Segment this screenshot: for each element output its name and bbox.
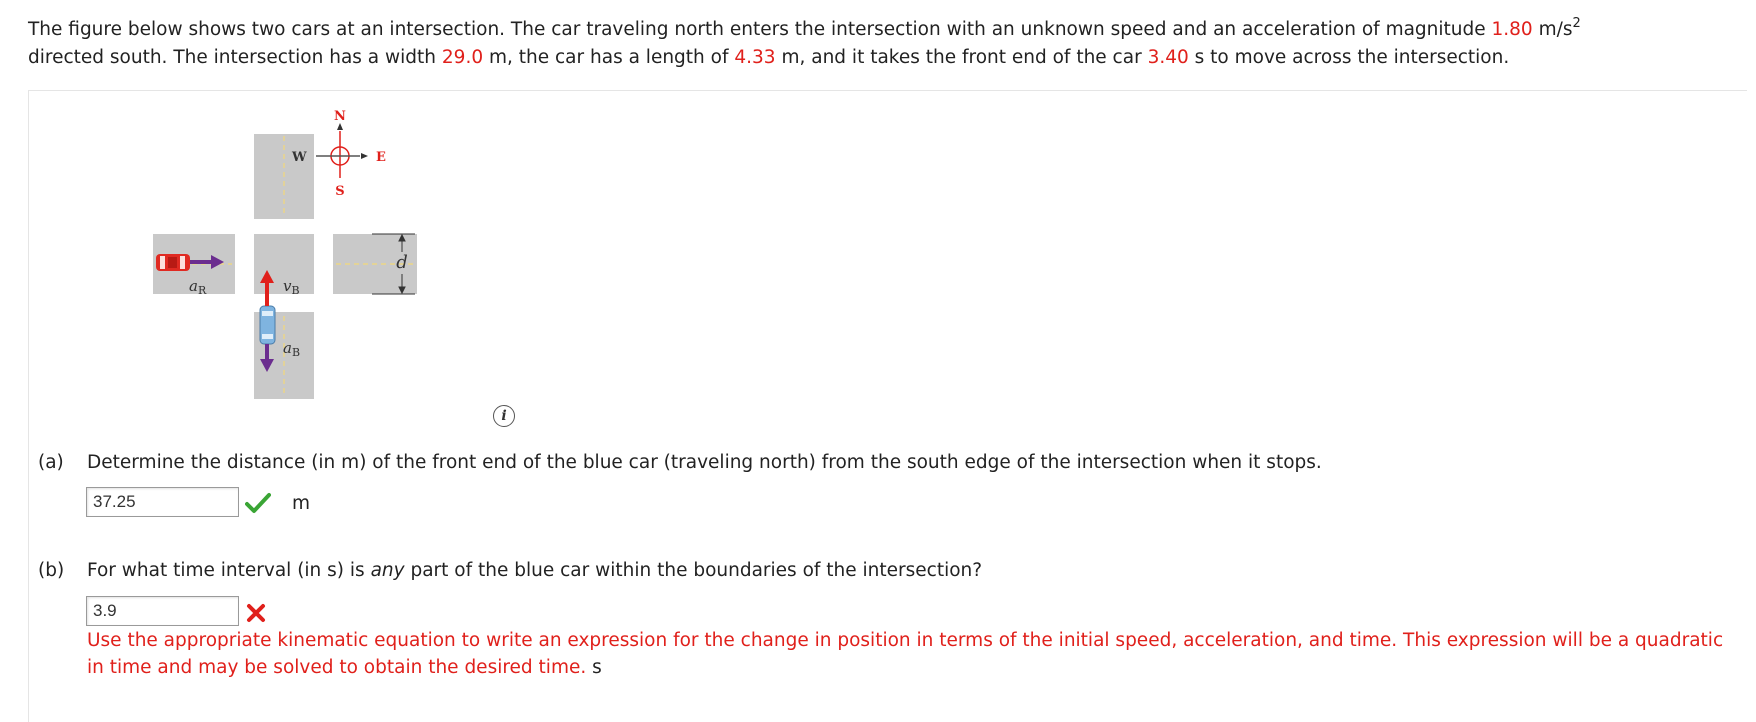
blue-car-velocity-label: $v_B$	[283, 277, 300, 297]
red-car-acceleration-label: $a_R$	[189, 277, 207, 297]
part-b-label: (b)	[38, 560, 65, 581]
part-a-question: Determine the distance (in m) of the front end of the blue car (traveling north) from the south edge of the intersection when it stops.	[87, 452, 1322, 473]
compass-east: E	[376, 150, 386, 165]
part-a-unit: m	[292, 493, 311, 514]
correct-check-icon	[245, 492, 271, 514]
part-b-feedback: Use the appropriate kinematic equation to write an expression for the change in position in terms of the initial speed, acceleration, and time. This expression will be a quadratic in time and may be solved to obtain the desired time. s	[87, 630, 1724, 678]
blue-car-acceleration-label: $a_B$	[283, 339, 301, 359]
acceleration-value: 1.80	[1491, 19, 1533, 40]
compass-north: N	[334, 109, 346, 124]
intersection-figure	[150, 106, 480, 422]
part-a-label: (a)	[38, 452, 64, 473]
part-a-answer-input[interactable]: 37.25	[86, 487, 239, 517]
length-value: 4.33	[734, 47, 776, 68]
road-north	[254, 134, 314, 219]
part-b-answer-input[interactable]: 3.9	[86, 596, 239, 626]
incorrect-x-icon	[245, 602, 267, 624]
part-b-unit: s	[592, 657, 602, 678]
blue-car	[260, 306, 275, 344]
width-label: d	[396, 252, 408, 273]
compass-south: S	[335, 184, 345, 199]
time-value: 3.40	[1147, 47, 1189, 68]
red-car	[156, 254, 190, 271]
info-icon[interactable]: i	[493, 405, 515, 427]
part-b-question: For what time interval (in s) is any part of the blue car within the boundaries of the intersection?	[87, 560, 983, 581]
width-value: 29.0	[441, 47, 484, 68]
problem-statement: The figure below shows two cars at an intersection. The car traveling north enters the intersection with an unknown speed and an acceleration of magnitude 1.80 $m/s^2$ directed south. The intersection has a width 29.0 m, the car has a length of 4.33 m, and it takes the front end of the car 3.40 s to move across the intersection.	[28, 16, 1581, 68]
compass-rose	[316, 123, 368, 178]
compass-west: W	[292, 150, 307, 165]
